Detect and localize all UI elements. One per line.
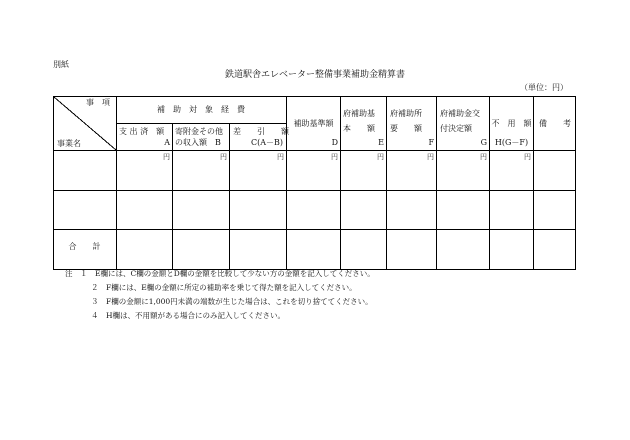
yen-unit-f: 円 (427, 153, 434, 161)
col-e-header-line3: E (378, 138, 384, 147)
col-h-header-line2: H(G－F) (494, 138, 529, 147)
document-title: 鉄道駅舎エレベーター整備事業補助金精算書 (224, 70, 405, 80)
yen-unit-e: 円 (377, 153, 384, 161)
col-f-header-line2: 要 額 (390, 124, 422, 133)
unit-label: （単位：円） (520, 83, 568, 92)
note-3: ３ F欄の金額に1,000円未満の端数が生じた場合は、これを切り捨ててください。 (91, 297, 373, 306)
yen-unit-a: 円 (163, 153, 170, 161)
col-b-header-line1: 寄附金その他 (175, 127, 223, 136)
col-g-header-line3: G (480, 138, 487, 147)
attachment-label: 別紙 (53, 60, 69, 69)
col-a-header-line1: 支 出 済 額 (119, 127, 165, 136)
col-f-header-line1: 府補助所 (390, 109, 422, 118)
total-row-label: 合 計 (68, 242, 101, 251)
col-e-header-line1: 府補助基 (343, 109, 375, 118)
yen-unit-b: 円 (220, 153, 227, 161)
note-4: ４ H欄は、不用額がある場合にのみ記入してください。 (91, 311, 286, 320)
col-g-header-line1: 府補助金交 (440, 109, 480, 118)
corner-item-label: 事 項 (86, 98, 110, 107)
col-remarks-header: 備 考 (539, 119, 571, 128)
col-d-header-line1: 補助基準額 (293, 119, 334, 128)
col-h-header-line1: 不 用 額 (491, 119, 532, 128)
note-1: 注 １ E欄には、C欄の金額とD欄の金額を比較して少ない方の金額を記入してください。 (65, 269, 375, 278)
yen-unit-d: 円 (331, 153, 338, 161)
subsidy-group-header: 補 助 対 象 経 費 (157, 105, 245, 114)
yen-unit-g: 円 (480, 153, 487, 161)
yen-unit-c: 円 (277, 153, 284, 161)
note-2: ２ F欄には、E欄の金額に所定の補助率を乗じて得た額を記入してください。 (91, 283, 357, 292)
col-e-header-line2: 本 額 (343, 124, 375, 133)
col-d-header-line2: D (331, 138, 338, 147)
corner-project-label: 事業名 (57, 139, 81, 148)
col-b-header-line2: の収入額 B (175, 138, 221, 147)
col-c-header-line1: 差 引 額 (233, 127, 289, 136)
yen-unit-h: 円 (524, 153, 531, 161)
col-g-header-line2: 付決定額 (440, 124, 472, 133)
col-f-header-line3: F (428, 138, 434, 147)
col-a-header-line2: A (164, 138, 170, 147)
col-c-header-line2: C(A－B) (250, 138, 283, 147)
